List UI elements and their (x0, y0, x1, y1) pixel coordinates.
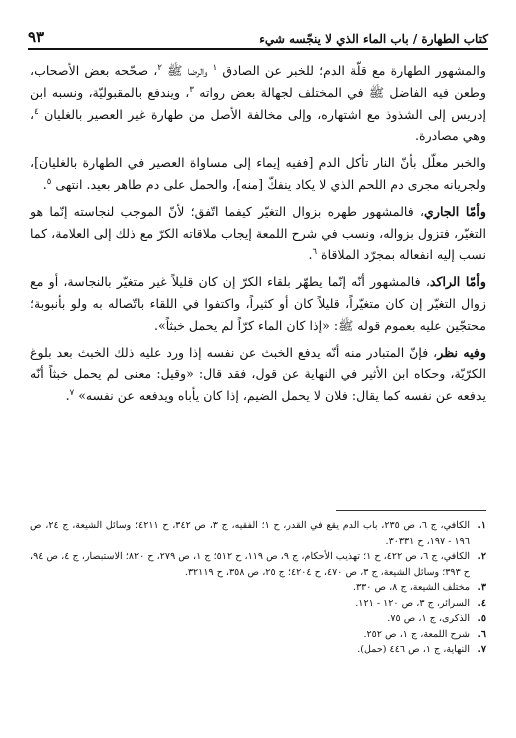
footnote-text: الذكرى، ج ١، ص ٧٥. (387, 613, 470, 624)
footnote-item (30, 611, 486, 627)
text: والخبر معلّل بأنّ النار تأكل الدم [ففيه إيماء إلى مساواة العصير في الطهارة بالغليان]، ولجريانه مجرى دم اللحم الذي لا يكاد ينفكّ [منه]، والحمل على دم طاهر بعيد. انتهى (30, 155, 486, 192)
text: والرضا ﷺ (167, 63, 208, 78)
main-text (30, 60, 486, 412)
page-number: ٩٣ (28, 28, 45, 46)
footnote-text: السرائر، ج ٣، ص ١٢٠ - ١٢١. (355, 597, 470, 609)
footnote-number: ٥. (477, 613, 486, 624)
paragraph-1 (30, 60, 486, 147)
text: والمشهور الطهارة مع قلّة الدم؛ للخبر عن الصادق (222, 63, 486, 78)
footnote-number: ٦. (477, 628, 486, 640)
text: . (42, 176, 47, 192)
footnote-number: ١. (477, 520, 486, 531)
text: ، فالمشهور طهره بزوال التغيّر كيفما اتّفق؛ لأنّ الموجب لنجاسته إنّما هو التغيّر، فتزول بزواله، ونسب في شرح اللمعة إيجاب ملاقاته الكرّ مع ذلك إلى العلامة، كما نسب إليه انفعاله بمجرّد الملاقاة (30, 203, 486, 263)
paragraph-4 (30, 271, 486, 336)
text: . (308, 247, 313, 263)
section-lead: وأمّا الراكد (429, 274, 486, 290)
paragraph-5 (30, 342, 486, 407)
footnote-ref-7[interactable]: ٧ (69, 387, 75, 398)
text: ، صحّحه بعض الأصحاب، وطعن فيه الفاضل ﷺ في المختلف لجهالة بعض رواته (30, 63, 486, 100)
footnote-text: الكافي، ج ٦، ص ٢٣٥، باب الدم يقع في القدر، ح ١؛ الفقيه، ج ٣، ص ٣٤٢، ح ٤٢١١؛ وسائل الشيعة، ج ٢٤، ص ١٩٦ - ١٩٧، ح ٣٠٣٣١. (30, 520, 471, 547)
footnote-item (30, 596, 486, 612)
text: ، فالمشهور أنّه إنّما يطهّر بلقاء الكرّ إن كان قليلاً غير متغيّر بالنجاسة، أو مع زوال التغيّر إن كان متغيّراً، قليلاً كان أو كثيراً، واكتفوا في اللقاء باتّصاله به ولو بأنبوبة؛ محتجّين عليه بعموم قوله ﷺ: «إذا كان الماء كرّاً لم يحمل خبثاً». (30, 274, 486, 333)
text: ، فإنّ المتبادر منه أنّه يدفع الخبث عن نفسه إذا ورد عليه ذلك الخبث بعد بلوغ الكرّيّة، وحكاه ابن الأثير في النهاية عن قول، فقد قال: «وقيل: معنى لم يحمل خبثاً أنّه يدفعه عن نفسه كما يقال: فلان لا يحمل الضيم، إذا كان يأباه ويدفعه عن نفسه» (30, 344, 486, 404)
section-lead: وفيه نظر (437, 344, 486, 360)
footnote-item (30, 549, 486, 580)
footnote-number: ٢. (477, 551, 486, 562)
page-header (28, 24, 488, 50)
footnote-item (30, 580, 486, 596)
text: ، ويندفع بالمقبوليّة، ونسبه ابن إدريس إلى الشذوذ مع اشتهاره، وإلى مخالفة الأصل من طهارة غير العصير بالغليان (30, 84, 486, 122)
footnote-ref-3[interactable]: ٣ (189, 84, 194, 95)
footnote-text: الكافي، ج ٦، ص ٤٢٢، ح ١؛ تهذيب الأحكام، ج ٩، ص ١١٩، ح ٥١٢؛ ج ١، ص ٢٧٩، ح ٨٢٠؛ الاستبصار، ج ٤، ص ٩٤، ح ٣٩٣؛ وسائل الشيعة، ج ٣، ص ٤٧٠، ح ٤٢٠٤؛ ج ٢٥، ص ٣٥٨، ح ٣٢١١٩. (30, 551, 471, 578)
footnote-divider (336, 510, 486, 511)
footnote-number: ٣. (477, 582, 486, 593)
paragraph-2 (30, 152, 486, 196)
footnote-item (30, 518, 486, 549)
footnote-ref-1[interactable]: ١ (212, 62, 218, 73)
running-head: كتاب الطهارة / باب الماء الذي لا ينجّسه شيء (259, 32, 488, 46)
footnote-item (30, 627, 486, 643)
footnote-item (30, 642, 486, 658)
text: ، وهي مصادرة. (30, 106, 486, 144)
footnotes (30, 518, 486, 658)
footnote-text: مختلف الشيعة، ج ٨، ص ٣٣٠. (352, 582, 470, 593)
footnote-ref-6[interactable]: ٦ (312, 247, 318, 258)
footnote-number: ٧. (477, 644, 486, 655)
paragraph-3 (30, 201, 486, 266)
footnote-ref-4[interactable]: ٤ (34, 106, 39, 117)
footnote-text: شرح اللمعة، ج ١، ص ٢٥٢. (363, 628, 470, 640)
footnote-text: النهاية، ج ١، ص ٤٤٦ (حمل). (357, 644, 470, 655)
footnote-number: ٤. (477, 597, 486, 609)
section-lead: وأمّا الجاري (424, 203, 486, 219)
footnote-ref-2[interactable]: ٢ (157, 62, 162, 73)
text: . (65, 388, 70, 404)
footnote-ref-5[interactable]: ٥ (46, 176, 52, 187)
